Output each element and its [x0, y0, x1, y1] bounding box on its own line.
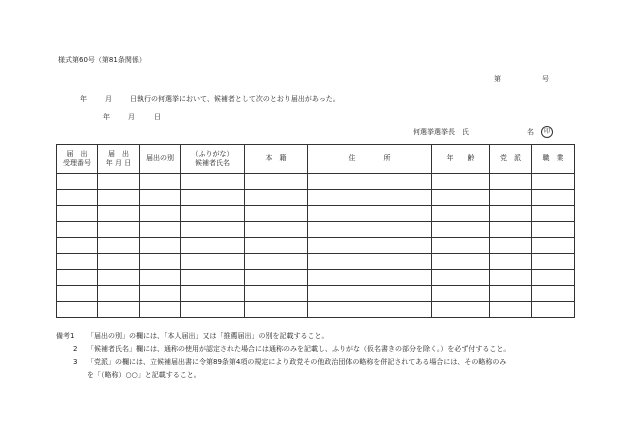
remark-1: 「届出の別」の欄には、「本人届出」又は「推薦届出」の別を記載すること。	[87, 332, 329, 340]
col-filing-date	[98, 145, 140, 174]
col-party	[490, 145, 532, 174]
col-filing-type	[140, 145, 181, 174]
table-cell	[490, 206, 532, 222]
table-cell	[181, 174, 245, 190]
table-cell	[57, 238, 98, 254]
table-cell	[490, 254, 532, 270]
form-number: 様式第60号（第81条関係）	[58, 56, 146, 64]
col-address	[308, 145, 432, 174]
header-line1: 年 齢	[446, 154, 475, 163]
table-cell	[308, 238, 432, 254]
table-cell	[98, 174, 140, 190]
table-row	[57, 190, 575, 206]
header-line1: 届 出	[66, 149, 88, 158]
table-cell	[532, 254, 575, 270]
table-cell	[57, 222, 98, 238]
table-cell	[432, 286, 490, 302]
table-body	[57, 174, 575, 318]
table-cell	[140, 190, 181, 206]
header-line2: 年 月 日	[105, 159, 132, 167]
table-cell	[181, 222, 245, 238]
table-cell	[432, 238, 490, 254]
serial-suffix: 号	[542, 75, 549, 83]
table-cell	[181, 270, 245, 286]
table-row	[57, 206, 575, 222]
table-cell	[532, 206, 575, 222]
col-domicile	[245, 145, 308, 174]
table-cell	[57, 254, 98, 270]
table-cell	[532, 222, 575, 238]
remark-2: 「候補者氏名」欄には、通称の使用が認定された場合には通称のみを記載し、ふりがな（仮名書きの部分を除く。）を必ず付すること。	[87, 345, 511, 353]
table-cell	[532, 174, 575, 190]
table-cell	[140, 238, 181, 254]
table-cell	[245, 190, 308, 206]
table-cell	[98, 190, 140, 206]
table-row	[57, 238, 575, 254]
table-cell	[245, 174, 308, 190]
table-cell	[57, 302, 98, 318]
table-cell	[245, 270, 308, 286]
intro-statement: 日執行の何選挙において、候補者として次のとおり届出があった。	[130, 95, 340, 103]
table-cell	[140, 206, 181, 222]
table-cell	[98, 302, 140, 318]
table-cell	[57, 270, 98, 286]
table-cell	[181, 286, 245, 302]
table-cell	[490, 190, 532, 206]
header-line1: （ふりがな）	[191, 149, 234, 158]
table-cell	[57, 206, 98, 222]
table-row	[57, 222, 575, 238]
table-cell	[140, 254, 181, 270]
table-cell	[181, 302, 245, 318]
header-line2: 受理番号	[63, 159, 91, 167]
table-cell	[490, 222, 532, 238]
header-line1: 本 籍	[265, 154, 287, 163]
table-cell	[532, 238, 575, 254]
table-cell	[57, 286, 98, 302]
header-line1: 届 出	[108, 149, 129, 158]
table-cell	[432, 222, 490, 238]
table-cell	[245, 238, 308, 254]
table-cell	[308, 206, 432, 222]
date-day-label: 日	[154, 113, 161, 121]
remark-3: 「党派」の欄には、立候補届出書に令第89条第4項の規定により政党その他政治団体の略称を併記されてある場合には、その略称のみ	[87, 358, 507, 366]
intro-month-label: 月	[105, 95, 112, 103]
table-cell	[532, 190, 575, 206]
table-cell	[490, 302, 532, 318]
table-cell	[432, 302, 490, 318]
header-line1: 党 派	[500, 154, 521, 163]
table-row	[57, 302, 575, 318]
table-cell	[490, 270, 532, 286]
header-line1: 届出の別	[146, 154, 174, 163]
remark-2-number: 2	[73, 345, 78, 353]
table-cell	[181, 238, 245, 254]
table-cell	[245, 222, 308, 238]
table-row	[57, 286, 575, 302]
table-row	[57, 270, 575, 286]
intro-year-label: 年	[80, 95, 87, 103]
table-cell	[140, 270, 181, 286]
table-cell	[308, 190, 432, 206]
table-cell	[490, 238, 532, 254]
table-cell	[308, 254, 432, 270]
table-row	[57, 254, 575, 270]
election-chair-title: 何選挙選挙長 氏	[413, 128, 469, 136]
col-receipt-number	[57, 145, 98, 174]
table-cell	[245, 206, 308, 222]
table-cell	[140, 174, 181, 190]
table-cell	[532, 270, 575, 286]
date-year-label: 年	[103, 113, 110, 121]
table-cell	[245, 254, 308, 270]
table-cell	[308, 286, 432, 302]
header-line1: 職 業	[542, 154, 564, 163]
table-cell	[308, 174, 432, 190]
seal-icon: 印	[541, 126, 553, 138]
table-row	[57, 174, 575, 190]
table-cell	[57, 174, 98, 190]
table-cell	[490, 174, 532, 190]
header-line1: 住 所	[348, 154, 391, 163]
table-cell	[308, 222, 432, 238]
table-cell	[432, 270, 490, 286]
table-cell	[181, 190, 245, 206]
table-cell	[432, 190, 490, 206]
table-cell	[57, 190, 98, 206]
table-cell	[98, 206, 140, 222]
col-occupation	[532, 145, 575, 174]
table-cell	[98, 238, 140, 254]
table-cell	[140, 286, 181, 302]
table-cell	[432, 174, 490, 190]
remark-3-number: 3	[73, 358, 78, 366]
table-cell	[532, 286, 575, 302]
table-cell	[245, 302, 308, 318]
table-cell	[98, 286, 140, 302]
table-cell	[245, 286, 308, 302]
col-age	[432, 145, 490, 174]
table-cell	[181, 206, 245, 222]
table-cell	[308, 270, 432, 286]
table-cell	[140, 302, 181, 318]
serial-prefix: 第	[494, 75, 501, 83]
candidate-register-table	[56, 144, 575, 318]
election-chair-name-label: 名	[527, 128, 534, 136]
remark-label: 備考1	[56, 332, 75, 340]
table-cell	[432, 206, 490, 222]
date-month-label: 月	[128, 113, 135, 121]
table-cell	[490, 286, 532, 302]
table-cell	[98, 270, 140, 286]
table-cell	[140, 222, 181, 238]
table-cell	[532, 302, 575, 318]
header-line2: 候補者氏名	[195, 159, 230, 167]
table-header-row	[57, 145, 575, 174]
table-cell	[308, 302, 432, 318]
table-cell	[181, 254, 245, 270]
table-cell	[432, 254, 490, 270]
table-cell	[98, 222, 140, 238]
remark-3-continued: を「（略称）○○」と記載すること。	[87, 371, 201, 379]
col-candidate-name	[181, 145, 245, 174]
table-cell	[98, 254, 140, 270]
